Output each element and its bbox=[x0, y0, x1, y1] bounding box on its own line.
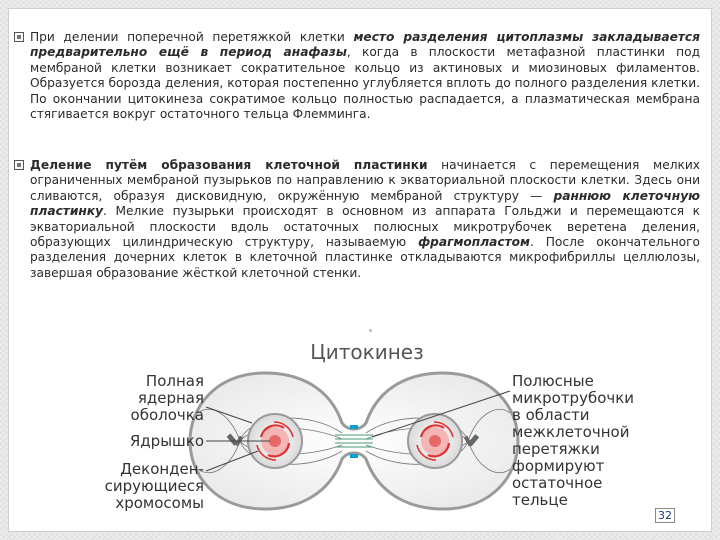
right-labels bbox=[512, 372, 634, 509]
text-run: . После окончательного разделения дочерних клеток в клеточной пластинке откладываются микрофибриллы целлюлозы, завершая образование жёсткой клеточной стенки. bbox=[30, 235, 700, 280]
paragraph-cell-plate bbox=[14, 158, 700, 281]
bullet-checkbox-icon bbox=[14, 32, 24, 42]
contractile-ring-top bbox=[350, 425, 358, 429]
decorative-dot bbox=[369, 329, 372, 332]
paragraph-contractile-ring bbox=[14, 30, 700, 122]
paragraph-text bbox=[14, 158, 700, 281]
label-microtubules-3: в области bbox=[512, 406, 590, 424]
bullet-checkbox-icon bbox=[14, 160, 24, 170]
label-microtubules-5: перетяжки bbox=[512, 440, 600, 458]
emphasis-text: фрагмопластом bbox=[418, 235, 530, 250]
text-run: начинается с перемещения мелких ограниченных мембраной пузырьков по направлению к экваториальной плоскости клетки. Здесь они сливаются, образуя дисковидную, окружённую мембраной структуру — bbox=[30, 158, 700, 203]
label-microtubules-7: остаточное bbox=[512, 474, 603, 492]
label-microtubules-1: Полюсные bbox=[512, 372, 594, 390]
label-chromosomes-1: Деконден- bbox=[120, 460, 204, 478]
label-nucleolus: Ядрышко bbox=[129, 432, 204, 450]
bold-text: Деление путём образования клеточной пластинки bbox=[30, 158, 428, 172]
label-nuclear-envelope-3: оболочка bbox=[130, 406, 204, 424]
label-microtubules-8: тельце bbox=[512, 491, 568, 509]
figure-title: Цитокинез bbox=[310, 340, 424, 364]
text-run: При делении поперечной перетяжкой клетки bbox=[30, 30, 354, 44]
emphasis-text: раннюю клеточную пластинку bbox=[30, 188, 700, 219]
text-run: . Мелкие пузырьки происходят в основном из аппарата Гольджи и перемещаются к экваториальной плоскости вдоль остаточных полюсных микротрубочек веретена деления, образующих цилиндрическую структуру, называемую bbox=[30, 204, 700, 250]
paragraph-text bbox=[14, 30, 700, 122]
label-microtubules-2: микротрубочки bbox=[512, 389, 635, 407]
label-nuclear-envelope-1: Полная bbox=[145, 372, 204, 390]
page-number: 32 bbox=[655, 508, 675, 523]
contractile-ring-bottom bbox=[350, 454, 358, 458]
label-chromosomes-3: хромосомы bbox=[115, 494, 204, 512]
label-chromosomes-2: сирующиеся bbox=[104, 477, 204, 495]
label-nuclear-envelope-2: ядерная bbox=[137, 389, 204, 407]
label-microtubules-4: межклеточной bbox=[512, 423, 630, 441]
text-run: , когда в плоскости метафазной пластинки под мембраной клетки возникает сократительное кольцо из актиновых и миозиновых филаментов. Образуется борозда деления, которая постепенно углубляется вплоть до полного разделения клетки. По окончании цитокинеза сократимое кольцо полностью распадается, а плазматическая мембрана стягивается вокруг остаточного тельца Флемминга. bbox=[30, 45, 700, 122]
emphasis-text: место разделения цитоплазмы закладывается предварительно ещё в период анафазы bbox=[30, 30, 700, 60]
cytokinesis-figure bbox=[80, 333, 656, 526]
label-microtubules-6: формируют bbox=[512, 457, 605, 475]
left-labels bbox=[105, 372, 204, 512]
cytokinesis-diagram bbox=[80, 333, 656, 526]
